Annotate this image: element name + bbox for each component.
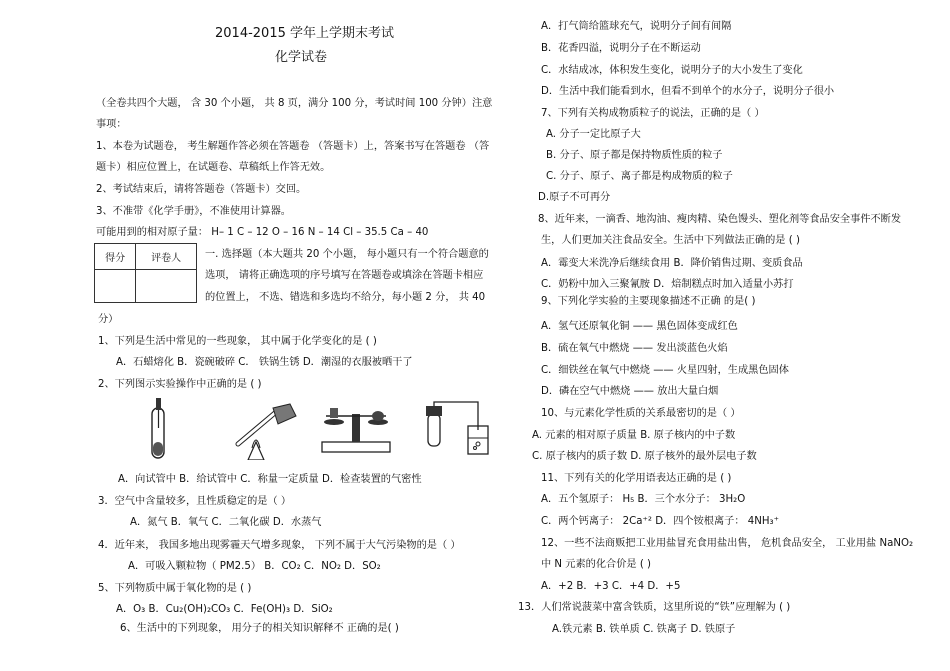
section1-tail: 分） [98, 314, 119, 325]
intro-line: 1、本卷为试题卷， 考生解题作答必须在答题卷 （答题卡）上，答案书写在答题卷 （答 [96, 141, 490, 152]
question-11: 11、下列有关的化学用语表达正确的是 ( ) [541, 473, 732, 484]
question-3-options: A．氮气 B．氧气 C．二氧化碳 D．水蒸气 [130, 517, 322, 528]
intro-line: 事项： [96, 119, 127, 130]
question-2-captions: A．向试管中 B．给试管中 C．称量一定质量 D．检查装置的气密性 [118, 474, 422, 485]
grader-header: 评卷人 [136, 244, 197, 270]
atomic-mass-line: 可能用到的相对原子量： H– 1 C – 12 O – 16 N – 14 Cl – 35.5 Ca – 40 [96, 227, 429, 238]
question-2: 2、下列图示实验操作中正确的是 ( ) [98, 379, 262, 390]
q8-options-cd: C．奶粉中加入三聚氰胺 D．焙制糕点时加入适量小苏打 [541, 279, 794, 290]
test-tube-dropper-figure [140, 398, 180, 460]
question-8: 8、近年来，一滴香、地沟油、瘦肉精、染色馒头、塑化剂等食品安全事件不断发 [538, 214, 902, 225]
exam-title: 2014-2015 学年上学期末考试 [215, 26, 394, 41]
q9-option-b: B．硫在氧气中燃烧 —— 发出淡蓝色火焰 [541, 343, 728, 354]
intro-line: 2、考试结束后，请将答题卷（答题卡）交回。 [96, 184, 307, 195]
question-12: 12、一些不法商贩把工业用盐冒充食用盐出售， 危机食品安全， 工业用盐 NaNO₂ [541, 538, 914, 549]
question-8-cont: 生，人们更加关注食品安全。生活中下列做法正确的是 ( ) [541, 235, 800, 246]
q9-option-a: A．氢气还原氧化铜 —— 黑色固体变成红色 [541, 321, 738, 332]
q9-option-c: C．细铁丝在氧气中燃烧 —— 火星四射，生成黑色固体 [541, 365, 789, 376]
q7-option-c: C. 分子、原子、离子都是构成物质的粒子 [546, 171, 733, 182]
question-7: 7、下列有关构成物质粒子的说法，正确的是（ ） [541, 108, 765, 119]
question-13: 13．人们常说菠菜中富含铁质，这里所说的“铁”应理解为 ( ) [518, 602, 791, 613]
airtightness-check-figure [420, 400, 500, 458]
question-4: 4．近年来， 我国多地出现雾霾天气增多现象， 下列不属于大气污染物的是（ ） [98, 540, 461, 551]
score-table [94, 243, 197, 303]
q13-options: A.铁元素 B. 铁单质 C. 铁离子 D. 铁原子 [552, 624, 736, 635]
q6-option-c: C．水结成冰，体积发生变化，说明分子的大小发生了变化 [541, 65, 803, 76]
question-5: 5、下列物质中属于氧化物的是 ( ) [98, 583, 252, 594]
question-4-options: A．可吸入颗粒物（ PM2.5） B．CO₂ C．NO₂ D．SO₂ [128, 561, 381, 572]
intro-line: 3、不准带《化学手册》，不准使用计算器。 [96, 206, 291, 217]
question-5-options: A．O₃ B．Cu₂(OH)₂CO₃ C．Fe(OH)₃ D．SiO₂ [116, 604, 333, 615]
q7-option-a: A. 分子一定比原子大 [546, 129, 641, 140]
section1-intro: 的位置上， 不选、错选和多选均不给分，每小题 2 分， 共 40 [205, 292, 486, 303]
q7-option-b: B. 分子、原子都是保持物质性质的粒子 [546, 150, 723, 161]
question-10: 10、与元素化学性质的关系最密切的是（ ） [541, 408, 741, 419]
q11-options-cd: C．两个钙离子： 2Ca⁺² D．四个铵根离子： 4NH₃⁺ [541, 516, 780, 527]
q6-option-d: D．生活中我们能看到水，但看不到单个的水分子，说明分子很小 [541, 86, 835, 97]
question-12-cont: 中 N 元素的化合价是 ( ) [541, 559, 652, 570]
question-3: 3．空气中含量较多，且性质稳定的是（ ） [98, 496, 292, 507]
q11-options-ab: A．五个氢原子： H₅ B．三个水分子： 3H₂O [541, 494, 746, 505]
q9-option-d: D．磷在空气中燃烧 —— 放出大量白烟 [541, 386, 719, 397]
intro-line: 题卡）相应位置上，在试题卷、草稿纸上作答无效。 [96, 162, 331, 173]
intro-line: （全卷共四个大题， 含 30 个小题， 共 8 页，满分 100 分，考试时间 100 分钟）注意 [96, 98, 493, 109]
q8-options-ab: A．霉变大米洗净后继续食用 B．降价销售过期、变质食品 [541, 258, 803, 269]
exam-subtitle: 化学试卷 [275, 50, 328, 65]
grader-cell[interactable] [136, 270, 197, 303]
score-header: 得分 [95, 244, 136, 270]
q10-options-ab: A. 元素的相对原子质量 B. 原子核内的中子数 [532, 430, 736, 441]
section1-intro: 一. 选择题（本大题共 20 个小题， 每小题只有一个符合题意的 [205, 249, 489, 260]
balance-scale-figure [316, 402, 396, 454]
q7-option-d: D.原子不可再分 [538, 192, 611, 203]
q6-option-a: A．打气筒给篮球充气，说明分子间有间隔 [541, 21, 732, 32]
question-6: 6、生活中的下列现象， 用分子的相关知识解释不 正确的是( ) [120, 623, 399, 634]
heating-tube-figure [228, 402, 298, 460]
q12-options: A．+2 B．+3 C．+4 D．+5 [541, 581, 681, 592]
q10-options-cd: C. 原子核内的质子数 D. 原子核外的最外层电子数 [532, 451, 757, 462]
question-9: 9、下列化学实验的主要现象描述不正确 的是( ) [541, 296, 756, 307]
score-cell[interactable] [95, 270, 136, 303]
q6-option-b: B．花香四溢，说明分子在不断运动 [541, 43, 701, 54]
section1-intro: 选项， 请将正确选项的序号填写在答题卷或填涂在答题卡相应 [205, 270, 484, 281]
question-1-options: A．石蜡熔化 B．瓷碗破碎 C． 铁锅生锈 D．潮湿的衣服被晒干了 [116, 357, 413, 368]
question-1: 1、下列是生活中常见的一些现象， 其中属于化学变化的是 ( ) [98, 336, 377, 347]
